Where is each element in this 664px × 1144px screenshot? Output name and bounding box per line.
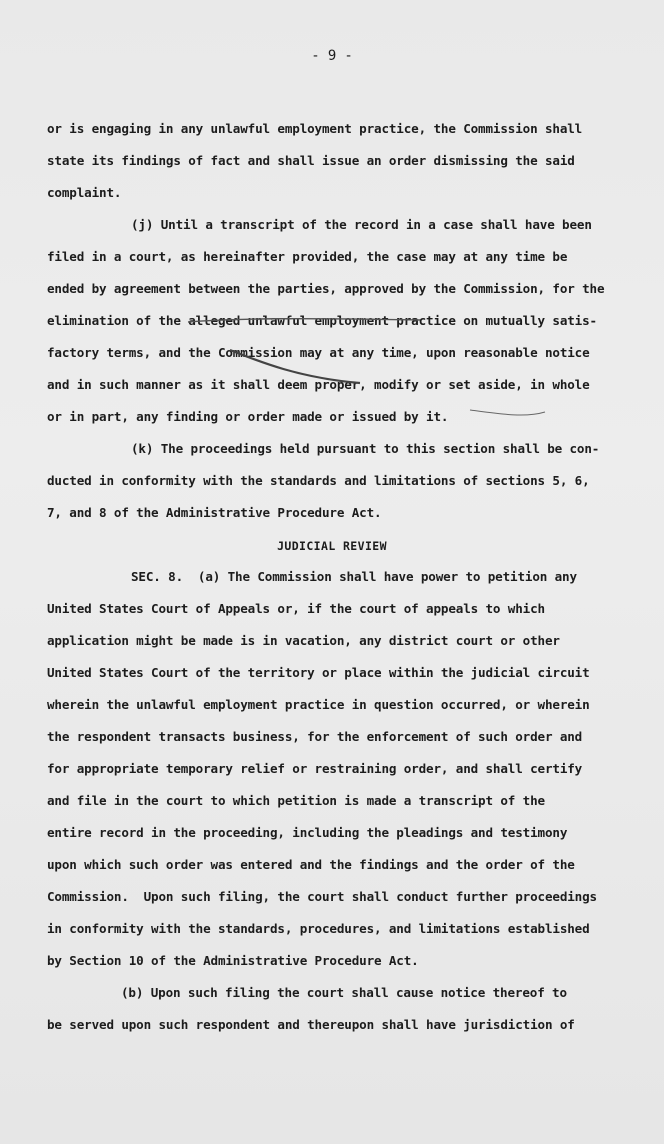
text-line: (k) The proceedings held pursuant to this section shall be con- — [131, 441, 600, 456]
text-line: filed in a court, as hereinafter provided, the case may at any time be — [47, 249, 568, 264]
text-line: and file in the court to which petition is made a transcript of the — [47, 793, 545, 808]
page-number: - 9 - — [311, 48, 353, 64]
text-line: United States Court of the territory or place within the judicial circuit — [47, 665, 590, 680]
text-line: United States Court of Appeals or, if the court of appeals to which — [47, 601, 545, 616]
section-heading: JUDICIAL REVIEW — [277, 539, 387, 553]
text-line: Commission. Upon such filing, the court shall conduct further proceedings — [47, 889, 597, 904]
text-line: upon which such order was entered and the findings and the order of the — [47, 857, 575, 872]
text-line: or in part, any finding or order made or issued by it. — [47, 409, 449, 424]
text-line: complaint. — [47, 185, 122, 200]
text-line: and in such manner as it shall deem proper, modify or set aside, in whole — [47, 377, 590, 392]
text-line: (b) Upon such filing the court shall cause notice thereof to — [121, 985, 567, 1000]
text-line: ducted in conformity with the standards and limitations of sections 5, 6, — [47, 473, 590, 488]
text-line: or is engaging in any unlawful employment practice, the Commission shall — [47, 121, 583, 136]
text-line: the respondent transacts business, for the enforcement of such order and — [47, 729, 583, 744]
text-line: for appropriate temporary relief or restraining order, and shall certify — [47, 761, 583, 776]
text-line: ended by agreement between the parties, approved by the Commission, for the — [47, 281, 605, 296]
text-line: 7, and 8 of the Administrative Procedure Act. — [47, 505, 382, 520]
text-line: wherein the unlawful employment practice in question occurred, or wherein — [47, 697, 590, 712]
text-line: in conformity with the standards, procedures, and limitations established — [47, 921, 590, 936]
text-line: by Section 10 of the Administrative Procedure Act. — [47, 953, 419, 968]
text-line: application might be made is in vacation, any district court or other — [47, 633, 560, 648]
text-line: factory terms, and the Commission may at any time, upon reasonable notice — [47, 345, 590, 360]
text-line: entire record in the proceeding, including the pleadings and testimony — [47, 825, 568, 840]
text-line: elimination of the alleged unlawful employment practice on mutually satis- — [47, 313, 597, 328]
text-line: be served upon such respondent and thereupon shall have jurisdiction of — [47, 1017, 575, 1032]
text-line: SEC. 8. (a) The Commission shall have power to petition any — [131, 569, 577, 584]
text-line: (j) Until a transcript of the record in a case shall have been — [131, 217, 592, 232]
text-line: state its findings of fact and shall issue an order dismissing the said — [47, 153, 575, 168]
